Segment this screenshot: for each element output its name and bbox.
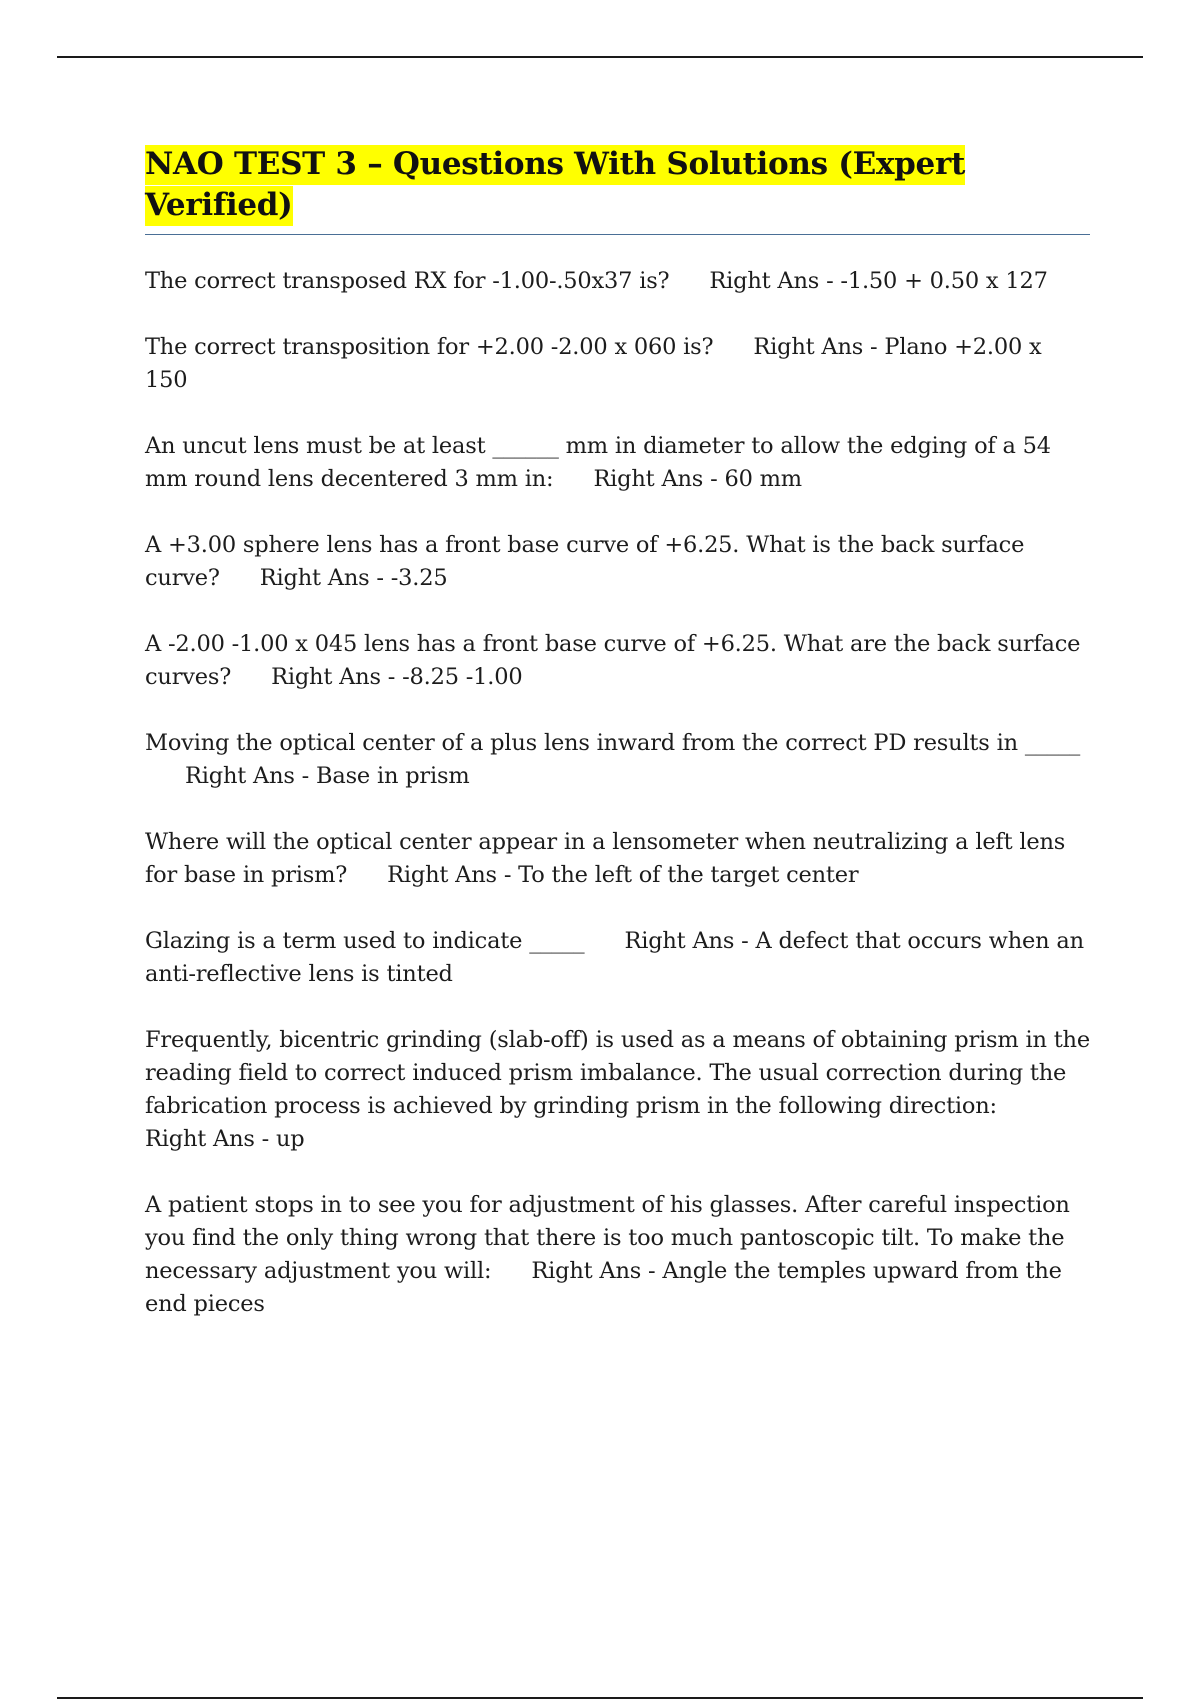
qa-item-2 (145, 331, 1090, 397)
answer-text: Right Ans - Base in prism (185, 763, 470, 789)
question-text: The correct transposed RX for -1.00-.50x37 is? (145, 268, 670, 294)
question-text: A +3.00 sphere lens has a front base curve of +6.25. What is the back surface curve? (145, 532, 1025, 591)
page-bottom-rule (57, 1697, 1143, 1699)
answer-text: Right Ans - Plano +2.00 x 150 (145, 334, 1042, 393)
question-text: A patient stops in to see you for adjustment of his glasses. After careful inspection you find the only thing wrong that there is too much pantoscopic tilt. To make the necessary adjustment you will: (145, 1192, 1070, 1284)
document-title-text: NAO TEST 3 – Questions With Solutions (Expert Verified) (145, 145, 965, 226)
answer-text: Right Ans - A defect that occurs when an anti-reflective lens is tinted (145, 928, 1084, 987)
qa-item-7 (145, 826, 1090, 892)
title-block (145, 144, 1090, 235)
qa-item-4 (145, 529, 1090, 595)
answer-text: Right Ans - -1.50 + 0.50 x 127 (709, 268, 1048, 294)
question-text: The correct transposition for +2.00 -2.00 x 060 is? (145, 334, 714, 360)
answer-text: Right Ans - Angle the temples upward from the end pieces (145, 1258, 1062, 1317)
qa-item-10 (145, 1189, 1090, 1321)
page-top-rule (57, 56, 1143, 58)
answer-text: Right Ans - To the left of the target center (387, 862, 859, 888)
question-text: A -2.00 -1.00 x 045 lens has a front base curve of +6.25. What are the back surface curves? (145, 631, 1081, 690)
answer-text: Right Ans - up (145, 1126, 305, 1152)
document-body (145, 144, 1090, 1354)
question-text: Moving the optical center of a plus lens inward from the correct PD results in _____ (145, 730, 1081, 756)
document-title (145, 144, 1090, 226)
qa-item-9 (145, 1024, 1090, 1156)
qa-item-3 (145, 430, 1090, 496)
qa-item-1 (145, 265, 1090, 298)
qa-item-6 (145, 727, 1090, 793)
question-text: Frequently, bicentric grinding (slab-off) is used as a means of obtaining prism in the reading field to correct induced prism imbalance. The usual correction during the fabrication process is achieved by grinding prism in the following direction: (145, 1027, 1090, 1119)
question-text: Glazing is a term used to indicate _____ (145, 928, 585, 954)
question-text: An uncut lens must be at least ______ mm in diameter to allow the edging of a 54 mm round lens decentered 3 mm in: (145, 433, 1051, 492)
answer-text: Right Ans - 60 mm (593, 466, 802, 492)
qa-item-5 (145, 628, 1090, 694)
question-text: Where will the optical center appear in a lensometer when neutralizing a left lens for base in prism? (145, 829, 1066, 888)
answer-text: Right Ans - -3.25 (259, 565, 448, 591)
answer-text: Right Ans - -8.25 -1.00 (271, 664, 523, 690)
qa-item-8 (145, 925, 1090, 991)
